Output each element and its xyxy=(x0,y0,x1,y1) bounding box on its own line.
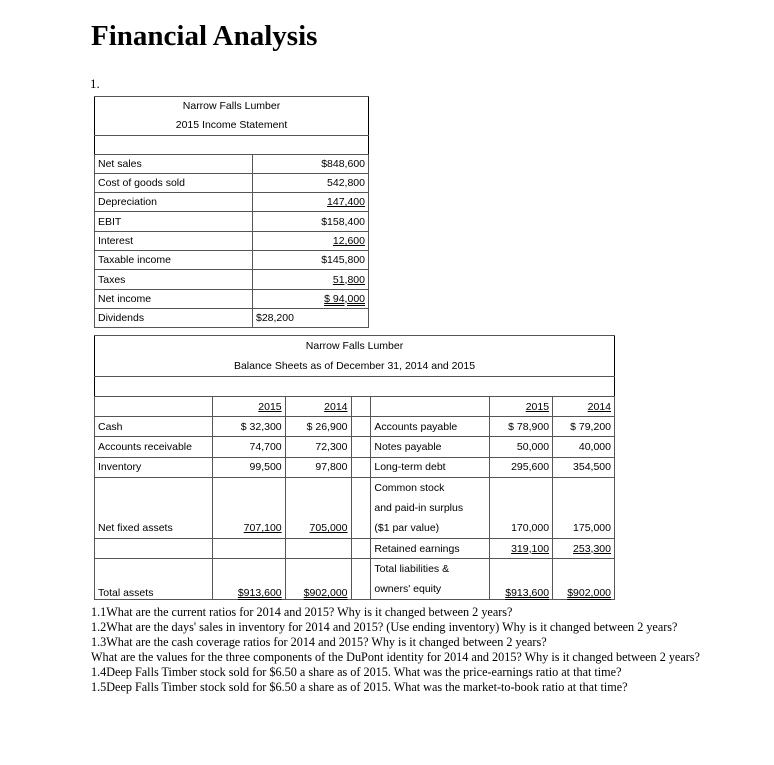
row-value: 542,800 xyxy=(253,173,369,192)
row-label: Taxes xyxy=(95,270,253,289)
row-label: Cost of goods sold xyxy=(95,173,253,192)
liability-label: Long-term debt xyxy=(371,457,490,477)
question-item: 1.5Deep Falls Timber stock sold for $6.50 a share as of 2015. What was the market-to-book ratio at that time? xyxy=(91,680,628,694)
table-row xyxy=(95,417,615,437)
question-item: 1.4Deep Falls Timber stock sold for $6.50 a share as of 2015. What was the price-earnings ratio at that time? xyxy=(91,665,622,679)
liability-value-2014: 253,300 xyxy=(573,542,611,555)
question-item: 1.2What are the days' sales in inventory for 2014 and 2015? (Use ending inventory) Why is it changed between 2 years? xyxy=(91,620,678,634)
row-value: 12,600 xyxy=(332,234,365,247)
row-value: $848,600 xyxy=(253,154,369,173)
row-label: Depreciation xyxy=(95,193,253,212)
row-value: $158,400 xyxy=(253,212,369,231)
balance-company-name: Narrow Falls Lumber xyxy=(95,336,615,356)
row-label: EBIT xyxy=(95,212,253,231)
asset-label: Cash xyxy=(95,417,213,437)
table-row xyxy=(95,559,615,579)
asset-value-2015: 74,700 xyxy=(212,437,285,457)
asset-value-2015: 99,500 xyxy=(212,457,285,477)
liability-value-2015: $913,600 xyxy=(505,586,550,599)
asset-value-2015: $913,600 xyxy=(237,586,282,599)
liability-label-line: owners' equity xyxy=(371,579,490,599)
row-label: Net income xyxy=(95,289,253,308)
asset-label: Accounts receivable xyxy=(95,437,213,457)
liability-value-2015: 319,100 xyxy=(511,542,550,555)
row-value: 147,400 xyxy=(327,196,365,209)
table-row xyxy=(95,231,369,250)
table-row xyxy=(95,457,615,477)
income-company-name: Narrow Falls Lumber xyxy=(95,97,369,116)
liability-value-2015: 50,000 xyxy=(490,437,553,457)
asset-value-2015: $ 32,300 xyxy=(212,417,285,437)
table-row xyxy=(95,289,369,308)
row-label: Taxable income xyxy=(95,251,253,270)
table-row xyxy=(95,173,369,192)
question-item: 1.1What are the current ratios for 2014 and 2015? Why is it changed between 2 years? xyxy=(91,605,513,619)
year-header-row xyxy=(95,396,615,416)
blank-row xyxy=(95,376,615,396)
liability-value-2014: 175,000 xyxy=(553,478,615,539)
row-value: $145,800 xyxy=(253,251,369,270)
asset-value-2014: 705,000 xyxy=(309,521,348,534)
asset-value-2015: 707,100 xyxy=(243,521,282,534)
table-row xyxy=(95,437,615,457)
year-header: 2014 xyxy=(324,400,348,413)
year-header: 2015 xyxy=(258,400,282,413)
liability-value-2015: 295,600 xyxy=(490,457,553,477)
questions-list xyxy=(91,605,721,695)
row-label: Dividends xyxy=(95,308,253,327)
table-row xyxy=(95,538,615,558)
liability-label-line: and paid-in surplus xyxy=(371,498,490,518)
table-row xyxy=(95,478,615,498)
question-item: 1.3What are the cash coverage ratios for 2014 and 2015? Why is it changed between 2 years? xyxy=(91,635,547,649)
table-row xyxy=(95,154,369,173)
liability-value-2014: $902,000 xyxy=(567,586,611,599)
liability-value-2014: 354,500 xyxy=(553,457,615,477)
liability-label-line: ($1 par value) xyxy=(371,518,490,538)
row-value: 51,800 xyxy=(332,273,365,286)
liability-value-2014: $ 79,200 xyxy=(553,417,615,437)
asset-label: Net fixed assets xyxy=(95,478,213,539)
income-statement-table xyxy=(94,96,369,328)
income-statement-subtitle: 2015 Income Statement xyxy=(95,116,369,135)
liability-value-2014: 40,000 xyxy=(553,437,615,457)
asset-value-2014: 97,800 xyxy=(285,457,351,477)
row-label: Net sales xyxy=(95,154,253,173)
balance-sheet-table xyxy=(94,335,615,600)
liability-label: Retained earnings xyxy=(371,538,490,558)
table-row xyxy=(95,251,369,270)
table-row xyxy=(95,270,369,289)
liability-value-2015: $ 78,900 xyxy=(490,417,553,437)
asset-label: Total assets xyxy=(95,559,213,600)
table-row xyxy=(95,308,369,327)
asset-value-2014: $ 26,900 xyxy=(285,417,351,437)
question-number: 1. xyxy=(90,76,100,91)
balance-sheet-subtitle: Balance Sheets as of December 31, 2014 and 2015 xyxy=(95,356,615,376)
table-row xyxy=(95,212,369,231)
liability-label: Notes payable xyxy=(371,437,490,457)
liability-label-line: Common stock xyxy=(371,478,490,498)
year-header: 2015 xyxy=(525,400,550,413)
year-header: 2014 xyxy=(587,400,611,413)
blank-row xyxy=(95,135,369,154)
table-row xyxy=(95,193,369,212)
liability-label-line: Total liabilities & xyxy=(371,559,490,579)
asset-label: Inventory xyxy=(95,457,213,477)
page-title: Financial Analysis xyxy=(91,20,318,52)
asset-value-2014: 72,300 xyxy=(285,437,351,457)
row-value: $28,200 xyxy=(253,308,369,327)
asset-value-2014: $902,000 xyxy=(303,586,348,599)
liability-label: Accounts payable xyxy=(371,417,490,437)
liability-value-2015: 170,000 xyxy=(490,478,553,539)
question-item: What are the values for the three components of the DuPont identity for 2014 and 2015? Why is it changed between 2 years? xyxy=(91,650,700,664)
row-value: $ 94,000 xyxy=(324,292,365,305)
row-label: Interest xyxy=(95,231,253,250)
